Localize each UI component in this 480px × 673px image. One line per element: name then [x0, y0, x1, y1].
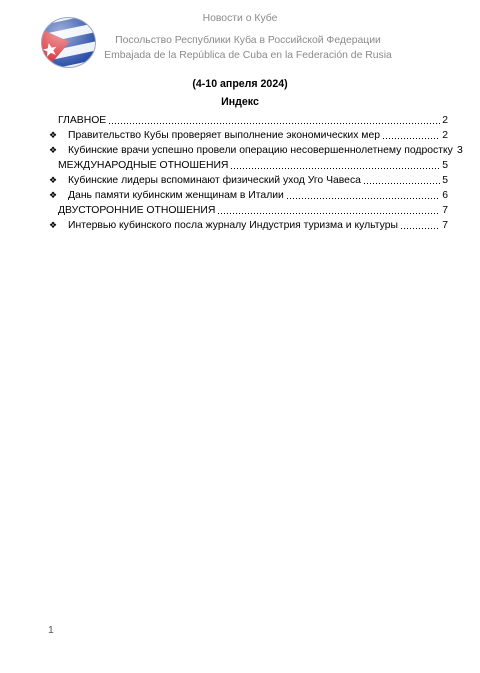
header-title: Новости о Кубе [202, 13, 278, 24]
toc-item[interactable] [49, 143, 463, 158]
toc-page-number: 2 [442, 115, 448, 126]
leader-dots [382, 138, 440, 139]
diamond-bullet-icon: ❖ [49, 145, 58, 155]
toc-page-number: 5 [442, 175, 448, 186]
toc-item-label: Кубинские врачи успешно провели операцию несовершеннолетнему подростку [68, 145, 453, 156]
toc-item-label: Дань памяти кубинским женщинам в Италии [68, 190, 284, 201]
toc-page-number: 7 [442, 220, 448, 231]
toc-page-number: 7 [442, 205, 448, 216]
toc-item[interactable] [49, 218, 448, 233]
toc-item-label: Правительство Кубы проверяет выполнение экономических мер [68, 130, 381, 141]
toc-section-label: ГЛАВНОЕ [58, 115, 107, 126]
index-heading: Индекс [221, 96, 259, 108]
header-embassy-ru: Посольство Республики Куба в Российской Федерации [115, 35, 381, 46]
diamond-bullet-icon: ❖ [49, 190, 58, 200]
toc-page-number: 6 [442, 190, 448, 201]
toc-section[interactable] [58, 113, 448, 128]
toc-item-label: Интервью кубинского посла журналу Индустрия туризма и культуры [68, 220, 398, 231]
header-embassy-es: Embajada de la República de Cuba en la Federación de Rusia [104, 50, 392, 61]
toc-page-number: 5 [442, 160, 448, 171]
leader-dots [230, 168, 440, 169]
page-number: 1 [48, 625, 54, 636]
toc-section[interactable] [58, 158, 448, 173]
diamond-bullet-icon: ❖ [49, 175, 58, 185]
toc-page-number: 2 [442, 130, 448, 141]
toc-item[interactable] [49, 173, 448, 188]
date-range: (4-10 апреля 2024) [192, 78, 288, 90]
diamond-bullet-icon: ❖ [49, 130, 58, 140]
toc-item[interactable] [49, 188, 448, 203]
toc-section-label: МЕЖДУНАРОДНЫЕ ОТНОШЕНИЯ [58, 160, 229, 171]
diamond-bullet-icon: ❖ [49, 220, 58, 230]
toc-section[interactable] [58, 203, 448, 218]
leader-dots [217, 213, 440, 214]
toc-section-label: ДВУСТОРОННИЕ ОТНОШЕНИЯ [58, 205, 216, 216]
toc-item-label: Кубинские лидеры вспоминают физический уход Уго Чавеса [68, 175, 361, 186]
leader-dots [363, 183, 440, 184]
toc-page-number: 3 [457, 145, 463, 156]
leader-dots [286, 198, 440, 199]
leader-dots [400, 228, 440, 229]
leader-dots [108, 123, 440, 124]
toc-item[interactable] [49, 128, 448, 143]
